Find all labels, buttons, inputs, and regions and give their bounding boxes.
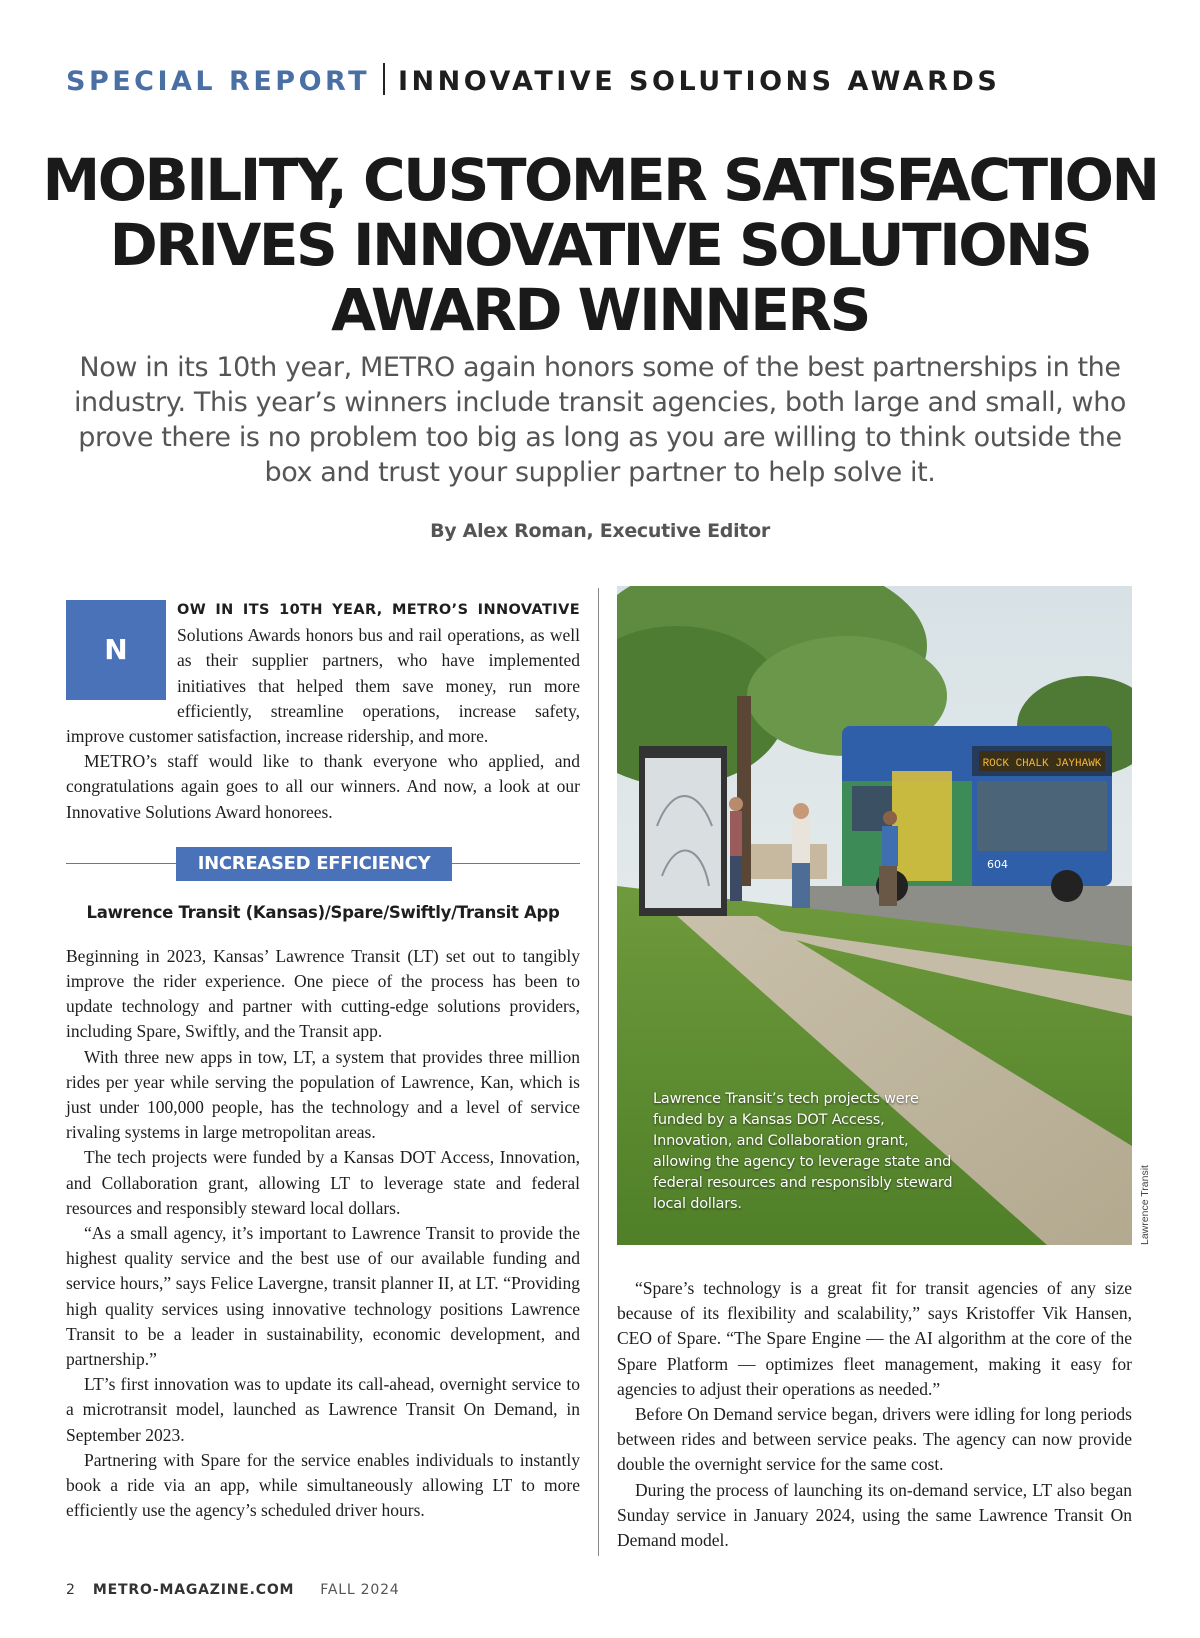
body-paragraph: “Spare’s technology is a great fit for transit agencies of any size because of its flexibility and scalability,” says Kristoffer Vik Hansen, CEO of Spare. “The Spare Engine — the AI algorithm at the core of the Spare Platform — optimizes fleet management, making it easy for agencies to adjust their operations as needed.” — [617, 1278, 1132, 1399]
article-headline — [40, 148, 1160, 343]
section-heading — [66, 847, 580, 881]
section-label: SPECIAL REPORT — [66, 66, 371, 97]
intro-text — [66, 596, 580, 825]
left-column — [66, 596, 580, 1524]
body-paragraph: Beginning in 2023, Kansas’ Lawrence Transit (LT) set out to tangibly improve the rider experience. One piece of the process has been to update technology and partner with cutting-edge solutions providers, including Spare, Swiftly, and the Transit app. — [66, 945, 580, 1042]
lead-caps: OW IN ITS 10TH YEAR, METRO’S INNOVATIVE — [177, 602, 580, 618]
page-number: 2 — [66, 1582, 75, 1598]
photo-credit: Lawrence Transit — [1139, 1165, 1151, 1245]
body-paragraph: The tech projects were funded by a Kansas DOT Access, Innovation, and Collaboration grant, allowing LT to leverage state and federal resources and responsibly steward local dollars. — [66, 1147, 580, 1218]
body-paragraph: During the process of launching its on-demand service, LT also began Sunday service in January 2024, using the same Lawrence Transit On Demand model. — [617, 1479, 1132, 1551]
body-paragraph: With three new apps in tow, LT, a system that provides three million rides per year while serving the population of Lawrence, Kan, which is just under 100,000 people, has the technology and a level of service rivaling systems in large metropolitan areas. — [66, 1046, 580, 1143]
section-pill: INCREASED EFFICIENCY — [176, 847, 452, 881]
article-dek: Now in its 10th year, METRO again honors some of the best partnerships in the industry. This year’s winners include transit agencies, both large and small, who prove there is no problem too big as long as you are willing to think outside the box and trust your supplier partner to help solve it. — [73, 352, 1127, 488]
byline: By Alex Roman, Executive Editor — [430, 520, 770, 542]
entry-title: Lawrence Transit (Kansas)/Spare/Swiftly/Transit App — [86, 902, 560, 922]
page-footer — [66, 1582, 400, 1602]
right-body — [617, 1276, 1132, 1553]
bus-number: 604 — [987, 858, 1008, 871]
body-paragraph: LT’s first innovation was to update its call-ahead, overnight service to a microtransit model, launched as Lawrence Transit On Demand, in September 2023. — [66, 1374, 580, 1445]
footer-site: METRO-MAGAZINE.COM — [92, 1582, 295, 1598]
body-paragraph: “As a small agency, it’s important to Lawrence Transit to provide the highest quality service and the best use of our available funding and service hours,” says Felice Lavergne, transit planner II, at LT. “Providing high quality services using innovative technology positions Lawrence Transit to be a leader in sustainability, economic development, and partnership.” — [66, 1223, 580, 1370]
headline-line: MOBILITY, CUSTOMER SATISFACTION — [42, 146, 1158, 214]
footer-issue: FALL 2024 — [320, 1582, 400, 1598]
section-kicker — [66, 62, 1146, 102]
body-paragraph: Before On Demand service began, drivers were idling for long periods between rides and between service peaks. The agency can now provide double the overnight service for the same cost. — [617, 1404, 1132, 1475]
left-body — [66, 944, 580, 1524]
right-column — [617, 1276, 1132, 1553]
intro-paragraph: METRO’s staff would like to thank everyone who applied, and congratulations again goes to all our winners. And now, a look at our Innovative Solutions Award honorees. — [66, 751, 580, 822]
bus-destination-sign: ROCK CHALK JAYHAWK — [982, 758, 1102, 770]
drop-cap: N — [66, 600, 166, 700]
subsection-label: INNOVATIVE SOLUTIONS AWARDS — [398, 66, 1001, 97]
body-paragraph: Partnering with Spare for the service enables individuals to instantly book a ride via an app, while simultaneously allowing LT to more efficiently use the agency’s scheduled driver hours. — [66, 1449, 580, 1521]
article-photo — [617, 586, 1132, 1245]
column-divider — [598, 588, 599, 1556]
kicker-divider — [383, 63, 385, 95]
headline-line: AWARD WINNERS — [331, 276, 869, 344]
lead-rest: Solutions Awards honors bus and rail operations, as well as their supplier partners, who have implemented initiatives that helped them save money, run more efficiently, streamline operations, increase safety, improve customer satisfaction, increase ridership, and more. — [66, 625, 580, 747]
headline-line: DRIVES INNOVATIVE SOLUTIONS — [109, 211, 1091, 279]
photo-caption: Lawrence Transit’s tech projects were funded by a Kansas DOT Access, Innovation, and Collaboration grant, allowing the agency to leverage state and federal resources and responsibly steward local dollars. — [653, 1091, 953, 1212]
